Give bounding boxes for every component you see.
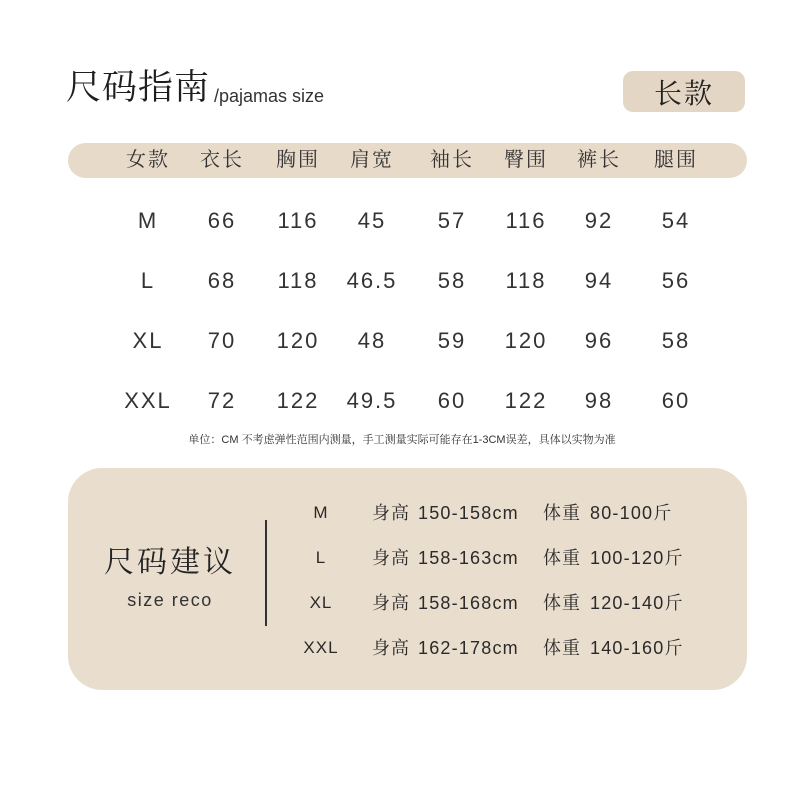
table-cell: 68 bbox=[207, 268, 237, 293]
height-range: 150-158cm bbox=[418, 503, 519, 523]
recommendation-title: 尺码建议 bbox=[104, 546, 236, 579]
table-cell: 66 bbox=[207, 208, 237, 233]
height-label: 身高 bbox=[372, 548, 410, 568]
table-cell: 122 bbox=[276, 388, 320, 413]
table-cell-size: XXL bbox=[124, 388, 172, 413]
table-cell: 60 bbox=[437, 388, 467, 413]
table-cell: 120 bbox=[276, 328, 320, 353]
table-header-cell: 腿围 bbox=[654, 149, 698, 171]
recommendation-size: M bbox=[313, 503, 329, 522]
table-header-cell: 女款 bbox=[126, 149, 170, 171]
table-cell: 118 bbox=[505, 268, 547, 293]
table-cell: 98 bbox=[584, 388, 614, 413]
table-cell: 92 bbox=[584, 208, 614, 233]
table-cell: 56 bbox=[661, 268, 691, 293]
recommendation-size: XL bbox=[309, 593, 333, 612]
table-header-cell: 衣长 bbox=[200, 149, 244, 171]
table-cell: 59 bbox=[437, 328, 467, 353]
weight-label: 体重 bbox=[543, 548, 581, 568]
table-header-cell: 胸围 bbox=[276, 149, 320, 171]
table-cell: 70 bbox=[207, 328, 237, 353]
weight-label: 体重 bbox=[543, 593, 581, 613]
weight-range: 120-140斤 bbox=[590, 593, 684, 613]
table-header-cell: 肩宽 bbox=[350, 149, 394, 171]
table-cell: 57 bbox=[437, 208, 467, 233]
height-label: 身高 bbox=[372, 503, 410, 523]
table-cell: 60 bbox=[661, 388, 691, 413]
height-range: 158-168cm bbox=[418, 593, 519, 613]
table-cell: 116 bbox=[505, 208, 547, 233]
page-title: 尺码指南 bbox=[66, 68, 211, 107]
table-cell: 72 bbox=[207, 388, 237, 413]
height-label: 身高 bbox=[372, 593, 410, 613]
weight-label: 体重 bbox=[543, 503, 581, 523]
weight-range: 80-100斤 bbox=[590, 503, 673, 523]
table-cell: 94 bbox=[584, 268, 614, 293]
table-cell: 122 bbox=[504, 388, 548, 413]
table-cell: 118 bbox=[277, 268, 319, 293]
weight-range: 100-120斤 bbox=[590, 548, 684, 568]
vertical-divider bbox=[265, 520, 267, 626]
weight-range: 140-160斤 bbox=[590, 638, 684, 658]
table-cell: 58 bbox=[661, 328, 691, 353]
table-cell: 48 bbox=[357, 328, 387, 353]
page-subtitle: /pajamas size bbox=[214, 86, 325, 106]
weight-label: 体重 bbox=[543, 638, 581, 658]
recommendation-size: L bbox=[315, 548, 327, 567]
table-header-cell: 臀围 bbox=[504, 149, 548, 171]
table-cell: 45 bbox=[357, 208, 387, 233]
measurement-note: 单位：CM 不考虑弹性范围内测量，手工测量实际可能存在1-3CM误差，具体以实物为准 bbox=[188, 434, 616, 446]
table-cell-size: M bbox=[137, 208, 159, 233]
table-cell: 116 bbox=[277, 208, 319, 233]
style-badge: 长款 bbox=[623, 71, 745, 112]
table-cell: 54 bbox=[661, 208, 691, 233]
recommendation-size: XXL bbox=[303, 638, 339, 657]
table-cell: 46.5 bbox=[346, 268, 398, 293]
height-range: 162-178cm bbox=[418, 638, 519, 658]
table-cell: 96 bbox=[584, 328, 614, 353]
table-cell: 49.5 bbox=[346, 388, 398, 413]
table-cell: 58 bbox=[437, 268, 467, 293]
height-range: 158-163cm bbox=[418, 548, 519, 568]
recommendation-subtitle: size reco bbox=[127, 590, 213, 610]
table-header-cell: 裤长 bbox=[577, 149, 621, 171]
table-header-cell: 袖长 bbox=[430, 149, 474, 171]
table-cell-size: XL bbox=[132, 328, 164, 353]
table-cell-size: L bbox=[140, 268, 156, 293]
height-label: 身高 bbox=[372, 638, 410, 658]
table-cell: 120 bbox=[504, 328, 548, 353]
